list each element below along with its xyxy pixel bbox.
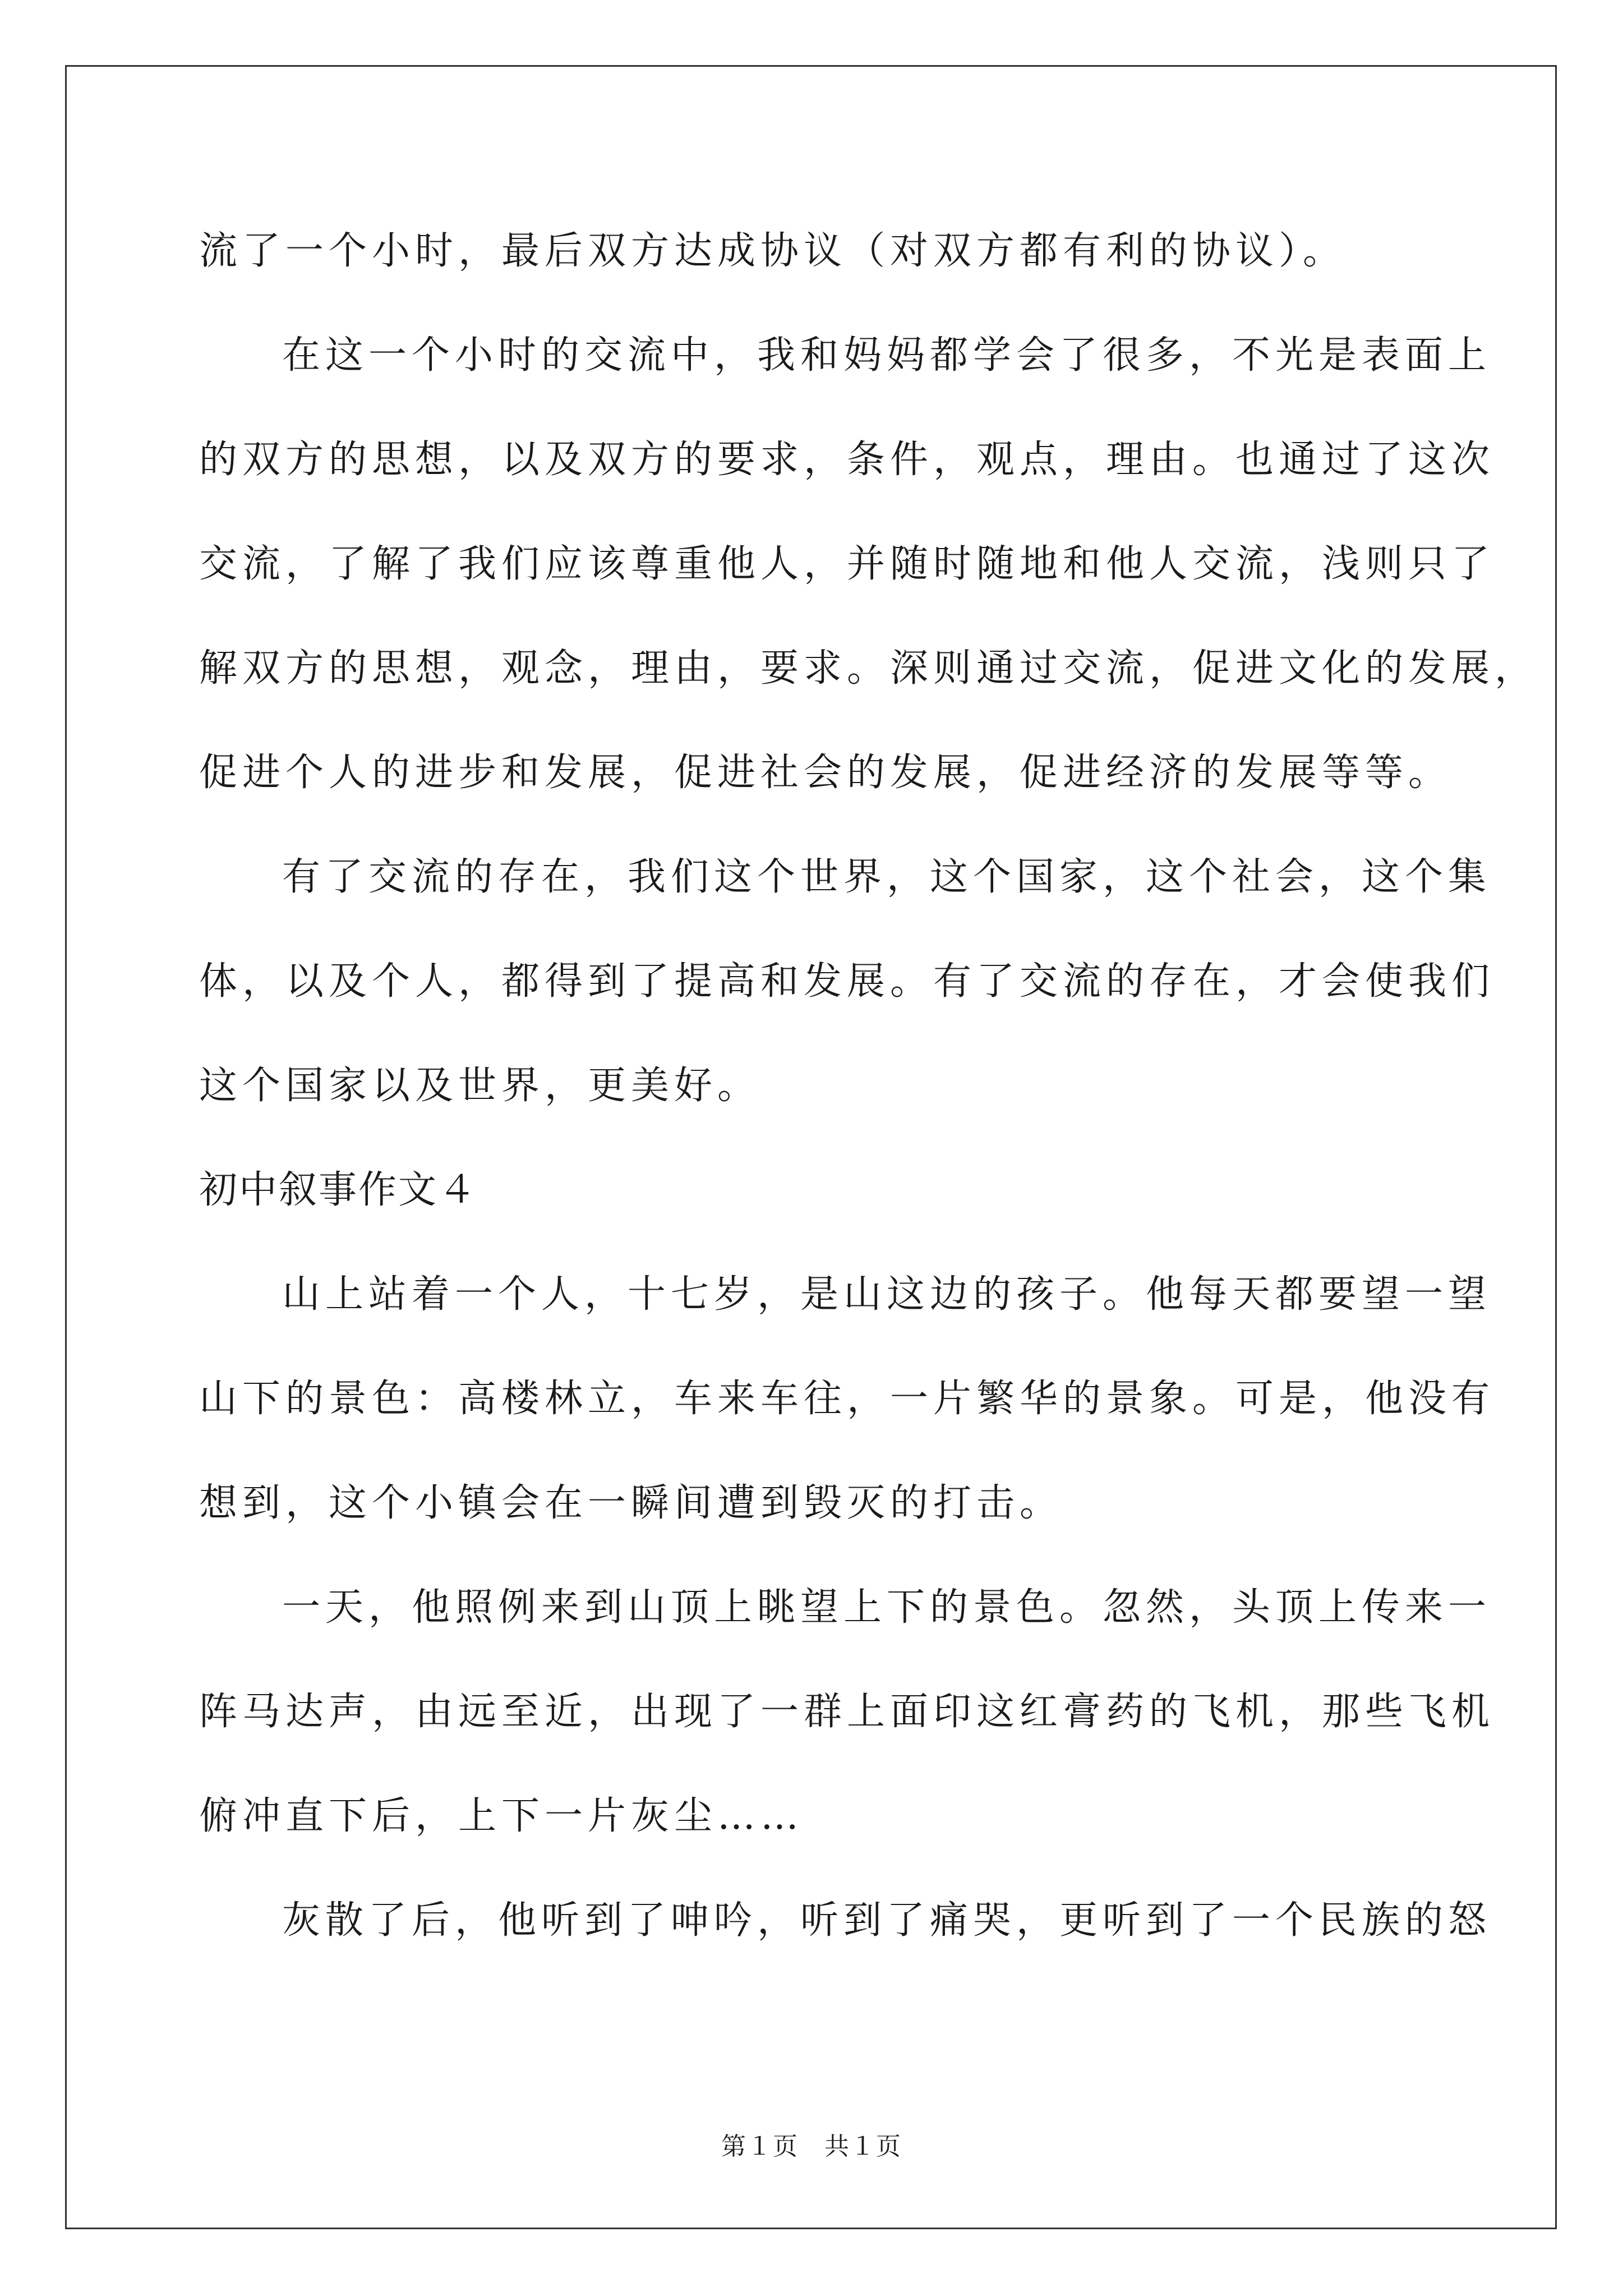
text-line-8: 体，以及个人，都得到了提高和发展。有了交流的存在，才会使我们 xyxy=(199,959,1495,1004)
text-line-17: 灰散了后，他听到了呻吟，听到了痛哭，更听到了一个民族的怒 xyxy=(282,1898,1492,1943)
text-line-4: 交流，了解了我们应该尊重他人，并随时随地和他人交流，浅则只了 xyxy=(199,542,1495,586)
text-line-13: 想到，这个小镇会在一瞬间遭到毁灭的打击。 xyxy=(199,1481,1063,1525)
text-line-6: 促进个人的进步和发展，促进社会的发展，促进经济的发展等等。 xyxy=(199,751,1452,795)
page-footer: 第１页 共１页 xyxy=(721,2132,902,2161)
section-heading: 初中叙事作文４ xyxy=(199,1168,478,1212)
document-body xyxy=(199,199,1538,1973)
text-line-9: 这个国家以及世界，更美好。 xyxy=(199,1064,761,1108)
text-line-3: 的双方的思想，以及双方的要求，条件，观点，理由。也通过了这次 xyxy=(199,438,1495,482)
text-line-16: 俯冲直下后，上下一片灰尘…… xyxy=(199,1794,804,1838)
text-line-1: 流了一个小时，最后双方达成协议（对双方都有利的协议）。 xyxy=(199,229,1347,273)
text-line-12: 山下的景色：高楼林立，车来车往，一片繁华的景象。可是，他没有 xyxy=(199,1377,1495,1421)
text-line-14: 一天，他照例来到山顶上眺望上下的景色。忽然，头顶上传来一 xyxy=(282,1585,1492,1630)
text-line-11: 山上站着一个人，十七岁，是山这边的孩子。他每天都要望一望 xyxy=(282,1272,1492,1317)
text-line-5: 解双方的思想，观念，理由，要求。深则通过交流，促进文化的发展， xyxy=(199,646,1538,691)
text-line-15: 阵马达声，由远至近，出现了一群上面印这红膏药的飞机，那些飞机 xyxy=(199,1690,1495,1734)
text-line-7: 有了交流的存在，我们这个世界，这个国家，这个社会，这个集 xyxy=(282,855,1492,899)
text-line-2: 在这一个小时的交流中，我和妈妈都学会了很多，不光是表面上 xyxy=(282,333,1492,378)
